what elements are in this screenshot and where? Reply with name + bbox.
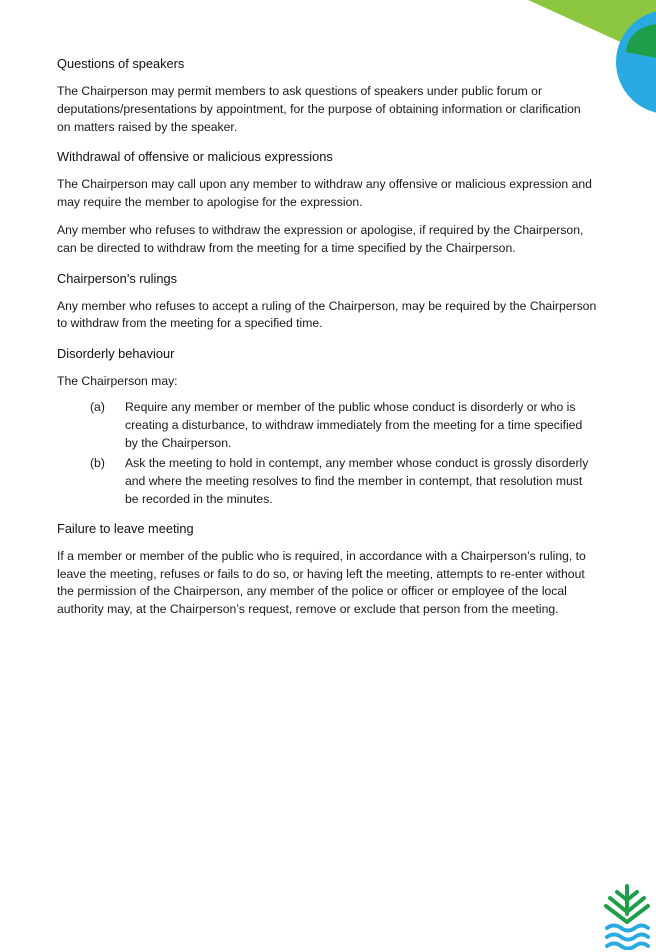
paragraph: If a member or member of the public who is required, in accordance with a Chairperson’s ruling, to leave the meeting, refuses or fails to do so, or having left the meeting, attempts to re-enter without the permission of the Chairperson, any member of the police or officer or employee of the local authority may, at the Chairperson’s request, remove or exclude that person from the meeting.: [57, 548, 586, 617]
heading-withdrawal-of-offensive-expressions: Withdrawal of offensive or malicious expressions: [57, 149, 333, 165]
document-body: [57, 55, 597, 619]
heading-disorderly-behaviour: Disorderly behaviour: [57, 346, 175, 362]
paragraph: Any member who refuses to withdraw the expression or apologise, if required by the Chairperson, can be directed to withdraw from the meeting for a time specified by the Chairperson.: [57, 222, 584, 255]
paragraph: The Chairperson may call upon any member to withdraw any offensive or malicious expression and may require the member to apologise for the expression.: [57, 177, 592, 210]
list-marker: (b): [90, 456, 105, 471]
disorderly-behaviour-list: [57, 399, 597, 509]
plant-waves-logo-icon: [604, 882, 650, 950]
list-marker: (a): [90, 399, 105, 414]
paragraph: Any member who refuses to accept a ruling of the Chairperson, may be required by the Chairperson to withdraw from the meeting for a specified time.: [57, 298, 597, 331]
list-item: [57, 455, 597, 508]
list-item: [57, 399, 597, 452]
paragraph: The Chairperson may:: [57, 374, 178, 389]
list-item-text: Ask the meeting to hold in contempt, any member whose conduct is grossly disorderly and where the meeting resolves to find the member in contempt, that resolution must be recorded in the minutes.: [125, 456, 589, 506]
heading-failure-to-leave-meeting: Failure to leave meeting: [57, 520, 194, 536]
heading-chairpersons-rulings: Chairperson’s rulings: [57, 270, 177, 286]
paragraph: The Chairperson may permit members to ask questions of speakers under public forum or deputations/presentations by appointment, for the purpose of obtaining information or clarification on matters raised by the speaker.: [57, 84, 581, 134]
list-item-text: Require any member or member of the public whose conduct is disorderly or who is creating a disturbance, to withdraw immediately from the meeting for a time specified by the Chairperson.: [125, 399, 583, 450]
heading-questions-of-speakers: Questions of speakers: [57, 56, 185, 71]
